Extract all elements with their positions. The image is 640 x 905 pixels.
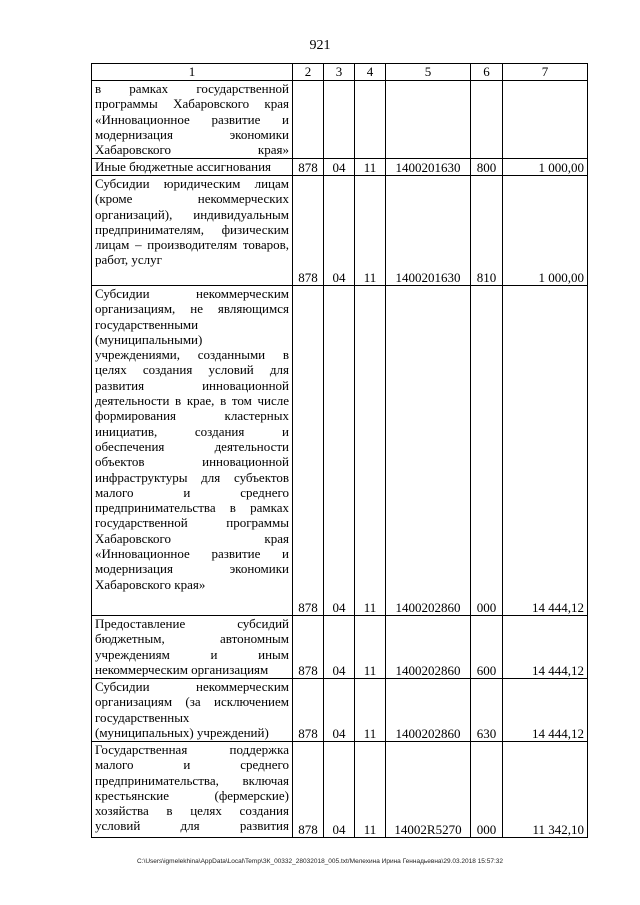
row-expense-type: 630 [471,679,503,742]
budget-table [91,63,588,838]
row-target-code: 1400202860 [386,679,471,742]
row-ministry-code: 878 [293,159,324,176]
row-target-code: 1400202860 [386,616,471,679]
row-ministry-code: 878 [293,286,324,616]
row-subsection-code: 11 [355,176,386,286]
row-section-code: 04 [324,176,355,286]
row-ministry-code: 878 [293,616,324,679]
row-section-code [324,81,355,159]
row-expense-type: 810 [471,176,503,286]
row-ministry-code: 878 [293,176,324,286]
table-row [92,286,588,616]
row-amount: 14 444,12 [503,679,588,742]
row-ministry-code [293,81,324,159]
row-target-code: 1400201630 [386,176,471,286]
row-ministry-code: 878 [293,679,324,742]
row-subsection-code: 11 [355,616,386,679]
row-section-code: 04 [324,616,355,679]
row-expense-type: 600 [471,616,503,679]
row-name: Предоставление субсидий бюджетным, автономным учреждениям и иным некоммерческим организациям [92,616,293,679]
header-col-4: 4 [355,64,386,81]
footer-file-path: C:\Users\igmelekhina\AppData\Local\Temp\ЗК_00332_28032018_005.txt/Мелехина Ирина Геннадьевна\29.03.2018 15:57:32 [137,858,503,865]
row-section-code: 04 [324,286,355,616]
row-expense-type [471,81,503,159]
header-col-3: 3 [324,64,355,81]
header-col-2: 2 [293,64,324,81]
header-col-7: 7 [503,64,588,81]
row-amount: 11 342,10 [503,742,588,838]
row-name: Государственная поддержка малого и среднего предпринимательства, включая крестьянские (фермерские) хозяйства в целях создания условий для развития [92,742,293,838]
row-subsection-code: 11 [355,742,386,838]
table-row [92,176,588,286]
row-target-code: 14002R5270 [386,742,471,838]
header-col-1: 1 [92,64,293,81]
row-name: в рамках государственной программы Хабаровского края «Инновационное развитие и модернизация экономики Хабаровского края» [92,81,293,159]
row-target-code [386,81,471,159]
row-name: Субсидии некоммерческим организациям (за исключением государственных (муниципальных) учреждений) [92,679,293,742]
row-amount: 1 000,00 [503,176,588,286]
row-subsection-code [355,81,386,159]
row-subsection-code: 11 [355,159,386,176]
row-expense-type: 000 [471,286,503,616]
header-col-6: 6 [471,64,503,81]
row-section-code: 04 [324,159,355,176]
row-amount: 1 000,00 [503,159,588,176]
row-subsection-code: 11 [355,679,386,742]
row-name: Субсидии юридическим лицам (кроме некоммерческих организаций), индивидуальным предпринимателям, физическим лицам – производителям товаров, работ, услуг [92,176,293,286]
row-expense-type: 000 [471,742,503,838]
row-expense-type: 800 [471,159,503,176]
table-row [92,81,588,159]
row-amount [503,81,588,159]
table-row [92,616,588,679]
row-name: Субсидии некоммерческим организациям, не являющимся государственными (муниципальными) учреждениями, созданными в целях создания условий для развития инновационной деятельности в крае, в том числе формирования кластерных инициатив, создания и обеспечения деятельности объектов инновационной инфраструктуры для субъектов малого и среднего предпринимательства в рамках государственной программы Хабаровского края «Инновационное развитие и модернизация экономики Хабаровского края» [92,286,293,616]
row-section-code: 04 [324,679,355,742]
row-ministry-code: 878 [293,742,324,838]
table-row [92,679,588,742]
row-subsection-code: 11 [355,286,386,616]
row-section-code: 04 [324,742,355,838]
row-target-code: 1400202860 [386,286,471,616]
row-target-code: 1400201630 [386,159,471,176]
page-number: 921 [309,38,331,53]
row-amount: 14 444,12 [503,286,588,616]
table-row [92,742,588,838]
header-row [92,64,588,81]
row-amount: 14 444,12 [503,616,588,679]
header-col-5: 5 [386,64,471,81]
row-name: Иные бюджетные ассигнования [92,159,293,176]
table-row [92,159,588,176]
